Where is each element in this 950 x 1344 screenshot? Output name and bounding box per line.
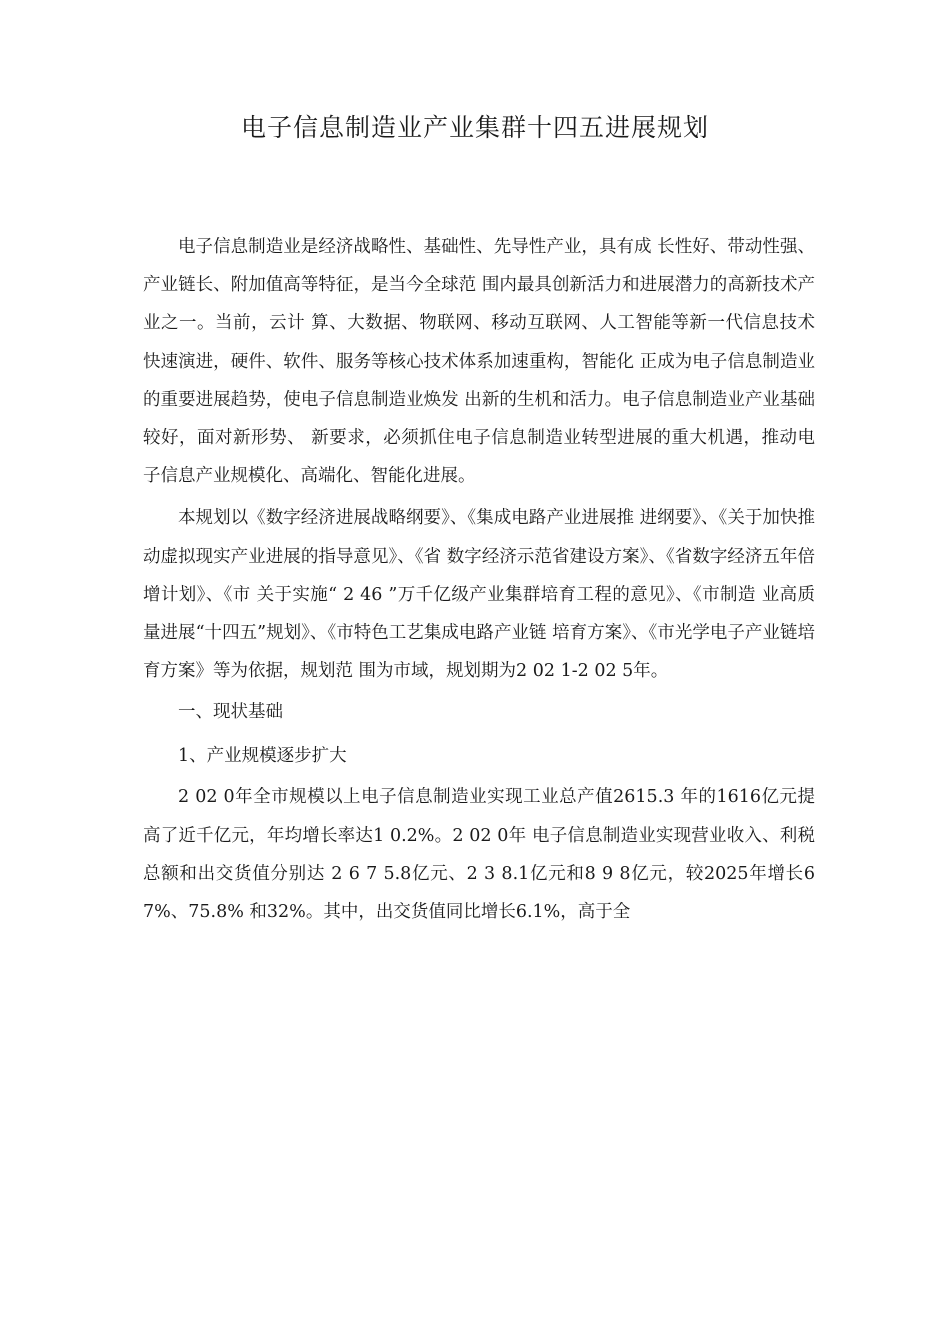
paragraph-scale: 2 02 0年全市规模以上电子信息制造业实现工业总产值2615.3 年的1616亿元提高了近千亿元，年均增长率达1 0.2%。2 02 0年 电子信息制造业实现营业收入、利税总额和出交货值分别达 2 6 7 5.8亿元、2 3 8.1亿元和8 9 8亿元，较2025年增长6 7%、75.8% 和32%。其中，出交货值同比增长6.1%，高于全 [143, 787, 815, 923]
paragraph-basis: 本规划以《数字经济进展战略纲要》、《集成电路产业进展推 进纲要》、《关于加快推动虚拟现实产业进展的指导意见》、《省 数字经济示范省建设方案》、《省数字经济五年倍增计划》、《市 关于实施“ 2 46 ”万千亿级产业集群培育工程的意见》、《市制造 业高质量进展“十四五”规划》、《市特色工艺集成电路产业链 培育方案》、《市光学电子产业链培育方案》等为依据，规划范 围为市域，规划期为2 02 1-2 02 5年。 [143, 508, 815, 682]
section-heading: 一、现状基础 [178, 702, 283, 723]
subsection-heading: 1、产业规模逐步扩大 [178, 746, 347, 767]
document-title: 电子信息制造业产业集群十四五进展规划 [240, 113, 709, 142]
paragraph-intro: 电子信息制造业是经济战略性、基础性、先导性产业，具有成 长性好、带动性强、产业链长、附加值高等特征，是当今全球范 围内最具创新活力和进展潜力的高新技术产业之一。当前，云计 算、大数据、物联网、移动互联网、人工智能等新一代信息技术 快速演进，硬件、软件、服务等核心技术体系加速重构，智能化 正成为电子信息制造业的重要进展趋势，使电子信息制造业焕发 出新的生机和活力。电子信息制造业产业基础较好，面对新形势、 新要求，必须抓住电子信息制造业转型进展的重大机遇，推动电 子信息产业规模化、高端化、智能化进展。 [143, 237, 815, 487]
document-body [143, 228, 815, 931]
